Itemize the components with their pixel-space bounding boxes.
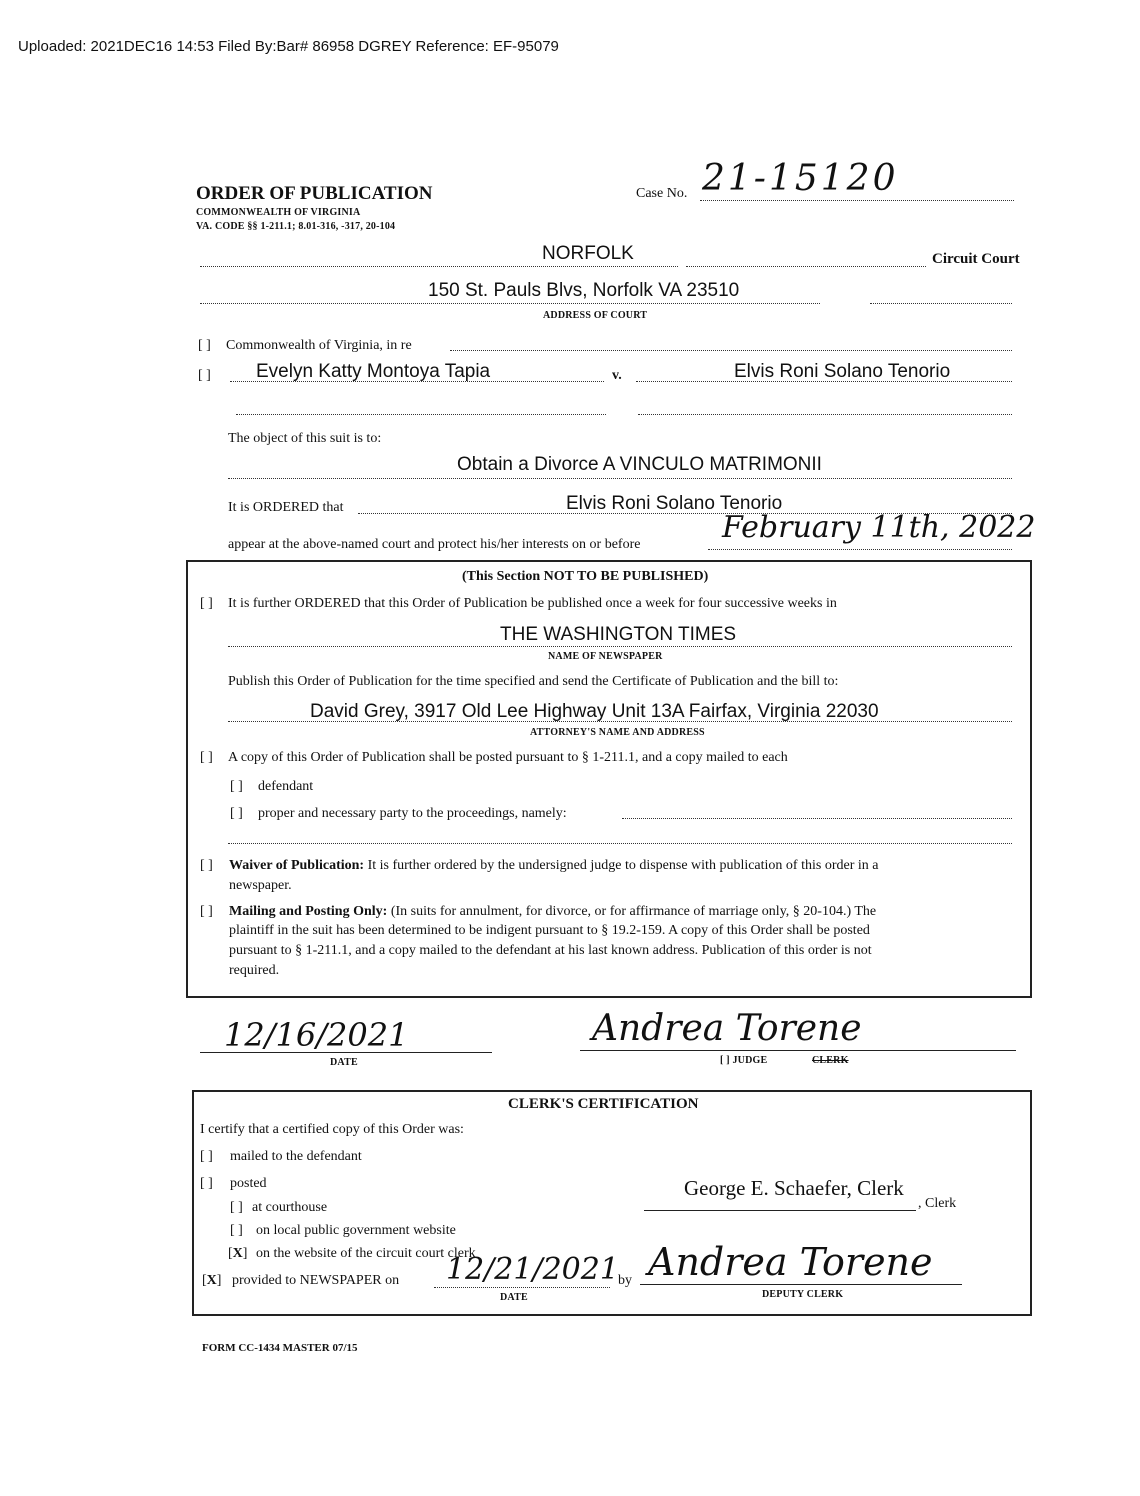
- waiver-label: Waiver of Publication:: [229, 858, 365, 873]
- waiver-text-cont: newspaper.: [229, 878, 292, 893]
- object-label: The object of this suit is to:: [228, 431, 382, 446]
- local-website-option: on local public government website: [256, 1223, 456, 1238]
- deputy-clerk-signature: Andrea Torene: [648, 1240, 933, 1284]
- checkbox-publish-weekly[interactable]: [ ]: [200, 596, 213, 611]
- court-line: [200, 266, 678, 267]
- address-line-2: [870, 303, 1012, 304]
- party-line-blank-2: [638, 414, 1012, 415]
- ordered-label: It is ORDERED that: [228, 500, 344, 515]
- waiver-text: It is further ordered by the undersigned judge to dispense with publication of this order in a: [367, 858, 879, 873]
- court-address-label: ADDRESS OF COURT: [543, 310, 648, 321]
- form-subtitle: COMMONWEALTH OF VIRGINIA: [196, 207, 361, 218]
- statute-reference: VA. CODE §§ 1-211.1; 8.01-316, -317, 20-104: [196, 221, 396, 232]
- provided-date-line: [434, 1287, 610, 1288]
- deputy-clerk-line: [640, 1284, 962, 1285]
- judge-checkbox-label: [ ] JUDGE: [720, 1055, 768, 1066]
- case-number-label: Case No.: [636, 186, 688, 201]
- mailing-text-2: plaintiff in the suit has been determined to be indigent pursuant to § 19.2-159. A copy of this Order shall be posted: [229, 923, 870, 938]
- certification-heading: CLERK'S CERTIFICATION: [508, 1096, 699, 1112]
- checkbox-newspaper[interactable]: [X]: [202, 1273, 222, 1288]
- clerk-checkbox-label: CLERK: [812, 1055, 849, 1066]
- checkbox-copy-posted[interactable]: [ ]: [200, 750, 213, 765]
- newspaper-label: NAME OF NEWSPAPER: [548, 651, 663, 662]
- commonwealth-label: Commonwealth of Virginia, in re: [226, 338, 412, 353]
- attorney-info: David Grey, 3917 Old Lee Highway Unit 13A Fairfax, Virginia 22030: [310, 701, 879, 722]
- checkbox-mailing-posting[interactable]: [ ]: [200, 904, 213, 919]
- signature-line: [580, 1050, 1016, 1051]
- copy-posted-text: A copy of this Order of Publication shall be posted pursuant to § 1-211.1, and a copy mailed to each: [228, 750, 788, 765]
- order-date: 12/16/2021: [224, 1016, 409, 1054]
- object-value: Obtain a Divorce A VINCULO MATRIMONII: [457, 454, 822, 475]
- certification-intro: I certify that a certified copy of this Order was:: [200, 1122, 464, 1137]
- court-line-2: [686, 266, 926, 267]
- newspaper-name: THE WASHINGTON TIMES: [500, 624, 737, 645]
- mailing-text: (In suits for annulment, for divorce, or for affirmance of marriage only, § 20-104.) The: [390, 904, 877, 919]
- clerk-name: George E. Schaefer, Clerk: [684, 1176, 904, 1200]
- posted-option: posted: [230, 1176, 267, 1191]
- checkbox-circuit-website[interactable]: [X]: [228, 1246, 248, 1261]
- judge-signature: Andrea Torene: [592, 1008, 862, 1049]
- publish-text: Publish this Order of Publication for the time specified and send the Certificate of Publication and the bill to:: [228, 674, 839, 689]
- circuit-court-label: Circuit Court: [932, 251, 1020, 267]
- court-address: 150 St. Pauls Blvs, Norfolk VA 23510: [428, 280, 740, 301]
- form-title: ORDER OF PUBLICATION: [196, 183, 433, 204]
- defendant-name: Elvis Roni Solano Tenorio: [734, 361, 951, 382]
- defendant-option: defendant: [258, 779, 314, 794]
- in-re-line: [450, 350, 1012, 351]
- clerk-name-line: [644, 1210, 916, 1211]
- further-ordered-text: It is further ORDERED that this Order of Publication be published once a week for four successive weeks in: [228, 596, 837, 611]
- checkbox-courthouse[interactable]: [ ]: [230, 1200, 243, 1215]
- party-line-blank-1: [236, 414, 606, 415]
- checkbox-local-website[interactable]: [ ]: [230, 1223, 243, 1238]
- proper-party-line: [622, 818, 1012, 819]
- versus-label: v.: [612, 368, 622, 383]
- checkbox-parties[interactable]: [ ]: [198, 368, 211, 383]
- mailing-label: Mailing and Posting Only:: [229, 904, 388, 919]
- checkbox-waiver[interactable]: [ ]: [200, 858, 213, 873]
- checkbox-defendant[interactable]: [ ]: [230, 779, 243, 794]
- checkbox-commonwealth[interactable]: [ ]: [198, 338, 211, 353]
- plaintiff-name: Evelyn Katty Montoya Tapia: [256, 361, 491, 382]
- case-number: 21-15120: [702, 158, 899, 199]
- deadline-line: [708, 549, 1012, 550]
- newspaper-line: [228, 646, 1012, 647]
- deadline-date: February 11th, 2022: [722, 510, 1036, 545]
- checkbox-mailed[interactable]: [ ]: [200, 1149, 213, 1164]
- order-date-line: [200, 1052, 492, 1053]
- object-line: [228, 478, 1012, 479]
- courthouse-option: at courthouse: [252, 1200, 328, 1215]
- form-id: FORM CC-1434 MASTER 07/15: [202, 1342, 358, 1354]
- by-label: by: [618, 1273, 632, 1288]
- clerk-suffix: , Clerk: [918, 1196, 957, 1211]
- upload-stamp: Uploaded: 2021DEC16 14:53 Filed By:Bar# 86958 DGREY Reference: EF-95079: [18, 38, 559, 55]
- newspaper-provided-option: provided to NEWSPAPER on: [232, 1273, 400, 1288]
- not-published-heading: (This Section NOT TO BE PUBLISHED): [462, 569, 709, 584]
- circuit-website-option: on the website of the circuit court clerk: [256, 1246, 476, 1261]
- mailed-option: mailed to the defendant: [230, 1149, 362, 1164]
- ordered-name: Elvis Roni Solano Tenorio: [566, 493, 783, 514]
- proper-party-line-2: [228, 843, 1012, 844]
- provided-date-label: DATE: [500, 1292, 528, 1303]
- address-line: [200, 303, 820, 304]
- mailing-text-4: required.: [229, 963, 280, 978]
- order-date-label: DATE: [330, 1057, 358, 1068]
- provided-date: 12/21/2021: [446, 1252, 619, 1287]
- appear-text: appear at the above-named court and protect his/her interests on or before: [228, 537, 641, 552]
- checkbox-proper-party[interactable]: [ ]: [230, 806, 243, 821]
- case-number-line: [700, 200, 1014, 201]
- proper-party-option: proper and necessary party to the proceedings, namely:: [258, 806, 567, 821]
- court-name: NORFOLK: [542, 243, 634, 264]
- deputy-clerk-label: DEPUTY CLERK: [762, 1289, 844, 1300]
- mailing-text-3: pursuant to § 1-211.1, and a copy mailed to the defendant at his last known address. Publication of this order is not: [229, 943, 872, 958]
- attorney-label: ATTORNEY'S NAME AND ADDRESS: [530, 727, 705, 738]
- checkbox-posted[interactable]: [ ]: [200, 1176, 213, 1191]
